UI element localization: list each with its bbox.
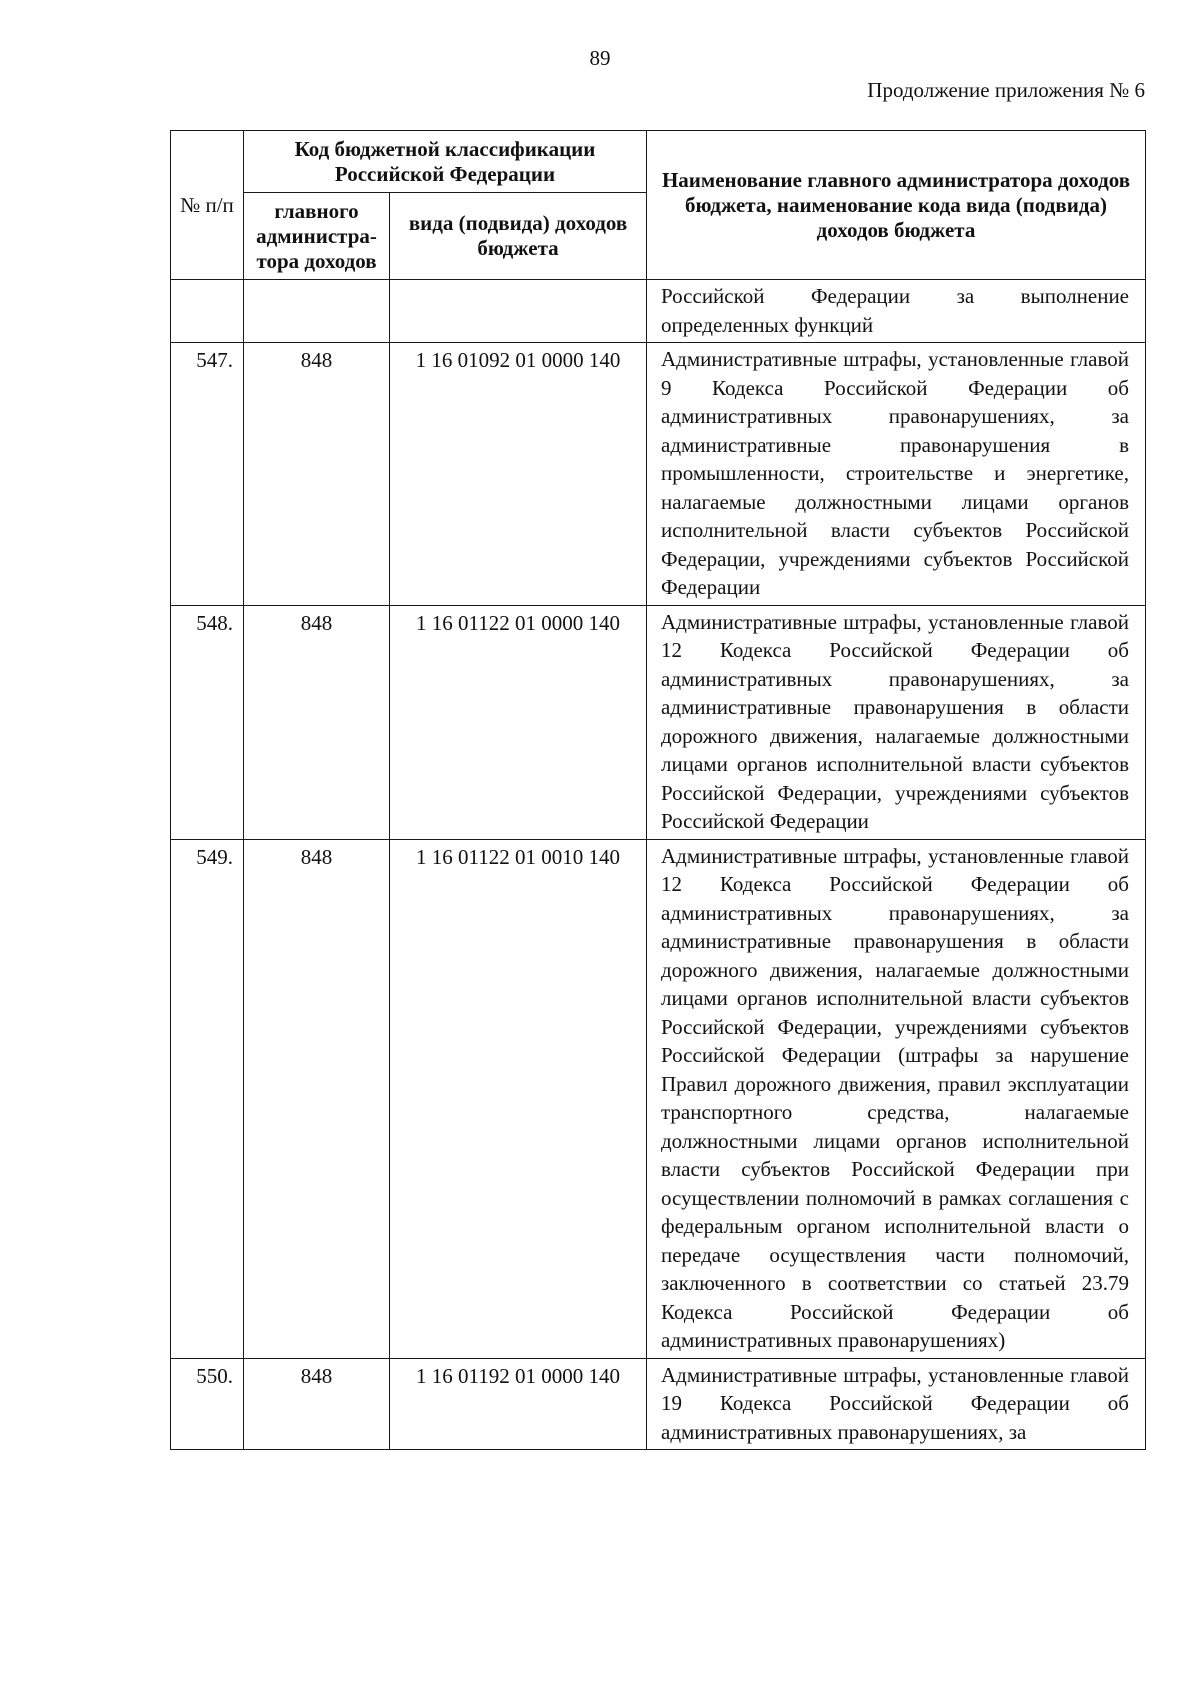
table-row — [171, 343, 1146, 606]
page-number: 89 — [589, 46, 611, 70]
kind-code: 1 16 01192 01 0000 140 — [390, 1358, 647, 1450]
header-admin-code: главного администра-тора доходов — [244, 193, 390, 280]
table-row — [171, 280, 1146, 343]
kind-code: 1 16 01092 01 0000 140 — [390, 343, 647, 606]
table-row — [171, 1358, 1146, 1450]
row-number: 549. — [171, 839, 244, 1358]
kind-code: 1 16 01122 01 0000 140 — [390, 605, 647, 839]
header-kind-code: вида (подвида) доходов бюджета — [390, 193, 647, 280]
header-row-number: № п/п — [171, 131, 244, 280]
income-name: Административные штрафы, установленные главой 12 Кодекса Российской Федерации об административных правонарушениях, за административные правонарушения в области дорожного движения, налагаемые должностными лицами органов исполнительной власти субъектов Российской Федерации, учреждениями субъектов Российской Федерации (штрафы за нарушение Правил дорожного движения, правил эксплуатации транспортного средства, налагаемые должностными лицами органов исполнительной власти субъектов Российской Федерации при осуществлении полномочий в рамках соглашения с федеральным органом исполнительной власти о передаче осуществления части полномочий, заключенного в соответствии со статьей 23.79 Кодекса Российской Федерации об административных правонарушениях) — [647, 839, 1146, 1358]
income-name: Административные штрафы, установленные главой 9 Кодекса Российской Федерации об административных правонарушениях, за административные правонарушения в промышленности, строительстве и энергетике, налагаемые должностными лицами органов исполнительной власти субъектов Российской Федерации, учреждениями субъектов Российской Федерации — [647, 343, 1146, 606]
income-name: Административные штрафы, установленные главой 19 Кодекса Российской Федерации об административных правонарушениях, за — [647, 1358, 1146, 1450]
row-number: 548. — [171, 605, 244, 839]
row-number — [171, 280, 244, 343]
budget-classification-table — [170, 130, 1146, 1450]
kind-code — [390, 280, 647, 343]
header-budget-code-group: Код бюджетной классификации Российской Федерации — [244, 131, 647, 193]
table-row — [171, 839, 1146, 1358]
admin-code: 848 — [244, 1358, 390, 1450]
header-name: Наименование главного администратора доходов бюджета, наименование кода вида (подвида) доходов бюджета — [647, 131, 1146, 280]
row-number: 547. — [171, 343, 244, 606]
continuation-label: Продолжение приложения № 6 — [867, 78, 1145, 102]
row-number: 550. — [171, 1358, 244, 1450]
income-name: Административные штрафы, установленные главой 12 Кодекса Российской Федерации об административных правонарушениях, за административные правонарушения в области дорожного движения, налагаемые должностными лицами органов исполнительной власти субъектов Российской Федерации, учреждениями субъектов Российской Федерации — [647, 605, 1146, 839]
kind-code: 1 16 01122 01 0010 140 — [390, 839, 647, 1358]
table-row — [171, 605, 1146, 839]
admin-code — [244, 280, 390, 343]
admin-code: 848 — [244, 605, 390, 839]
admin-code: 848 — [244, 343, 390, 606]
income-name: Российской Федерации за выполнение определенных функций — [647, 280, 1146, 343]
admin-code: 848 — [244, 839, 390, 1358]
